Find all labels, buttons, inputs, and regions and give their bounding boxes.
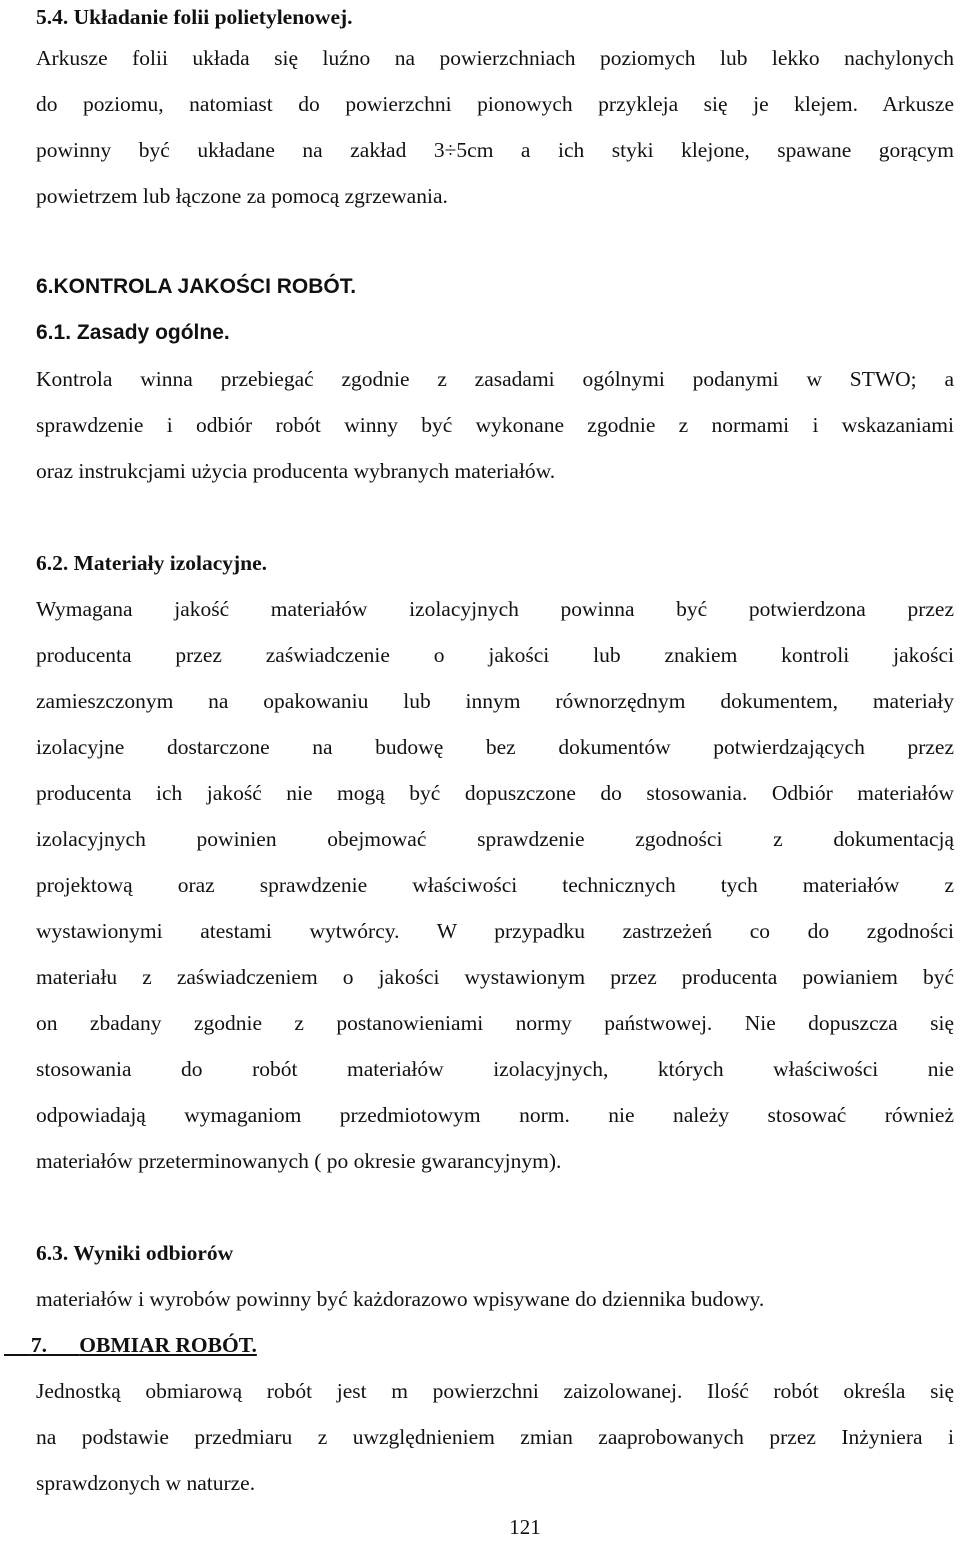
paragraph-line: stosowania do robót materiałów izolacyjnych, których właściwości nie (36, 1057, 954, 1081)
paragraph-line: izolacyjne dostarczone na budowę bez dokumentów potwierdzających przez (36, 735, 954, 759)
paragraph-line: wystawionymi atestami wytwórcy. W przypadku zastrzeżeń co do zgodności (36, 919, 954, 943)
paragraph-line: Arkusze folii układa się luźno na powierzchniach poziomych lub lekko nachylonych (36, 46, 954, 70)
section-heading-6-2: 6.2. Materiały izolacyjne. (36, 551, 268, 575)
paragraph-line: powietrzem lub łączone za pomocą zgrzewania. (36, 184, 448, 208)
paragraph-line: na podstawie przedmiaru z uwzględnieniem zmian zaaprobowanych przez Inżyniera i (36, 1425, 954, 1449)
paragraph-line: oraz instrukcjami użycia producenta wybranych materiałów. (36, 459, 556, 483)
section-heading-7 (4, 1330, 257, 1360)
paragraph-line: sprawdzenie i odbiór robót winny być wykonane zgodnie z normami i wskazaniami (36, 413, 954, 437)
paragraph-line: materiału z zaświadczeniem o jakości wystawionym przez producenta powianiem być (36, 965, 954, 989)
paragraph-line: do poziomu, natomiast do powierzchni pionowych przykleja się je klejem. Arkusze (36, 92, 954, 116)
section-heading-6-3: 6.3. Wyniki odbiorów (36, 1241, 234, 1265)
paragraph-line: Kontrola winna przebiegać zgodnie z zasadami ogólnymi podanymi w STWO; a (36, 367, 954, 391)
paragraph-line: producenta ich jakość nie mogą być dopuszczone do stosowania. Odbiór materiałów (36, 781, 954, 805)
section-title-7: OBMIAR ROBÓT. (79, 1333, 257, 1357)
paragraph-line: sprawdzonych w naturze. (36, 1471, 256, 1495)
section-number-7: 7. (30, 1333, 47, 1357)
page-number: 121 (509, 1515, 541, 1539)
paragraph-line: powinny być układane na zakład 3÷5cm a ich styki klejone, spawane gorącym (36, 138, 954, 162)
paragraph-line: on zbadany zgodnie z postanowieniami normy państwowej. Nie dopuszcza się (36, 1011, 954, 1035)
paragraph-line: materiałów przeterminowanych ( po okresie gwarancyjnym). (36, 1149, 562, 1173)
paragraph-line: zamieszczonym na opakowaniu lub innym równorzędnym dokumentem, materiały (36, 689, 954, 713)
paragraph-line: izolacyjnych powinien obejmować sprawdzenie zgodności z dokumentacją (36, 827, 954, 851)
section-heading-5-4: 5.4. Układanie folii polietylenowej. (36, 5, 353, 29)
paragraph-line: projektową oraz sprawdzenie właściwości technicznych tych materiałów z (36, 873, 954, 897)
paragraph-line: producenta przez zaświadczenie o jakości lub znakiem kontroli jakości (36, 643, 954, 667)
paragraph-line: odpowiadają wymaganiom przedmiotowym norm. nie należy stosować również (36, 1103, 954, 1127)
paragraph-line: Jednostką obmiarową robót jest m powierzchni zaizolowanej. Ilość robót określa się (36, 1379, 954, 1403)
section-heading-6: 6.KONTROLA JAKOŚCI ROBÓT. (36, 275, 357, 298)
paragraph-line: Wymagana jakość materiałów izolacyjnych powinna być potwierdzona przez (36, 597, 954, 621)
section-heading-6-1: 6.1. Zasady ogólne. (36, 321, 230, 344)
paragraph-line: materiałów i wyrobów powinny być każdorazowo wpisywane do dziennika budowy. (36, 1287, 765, 1311)
